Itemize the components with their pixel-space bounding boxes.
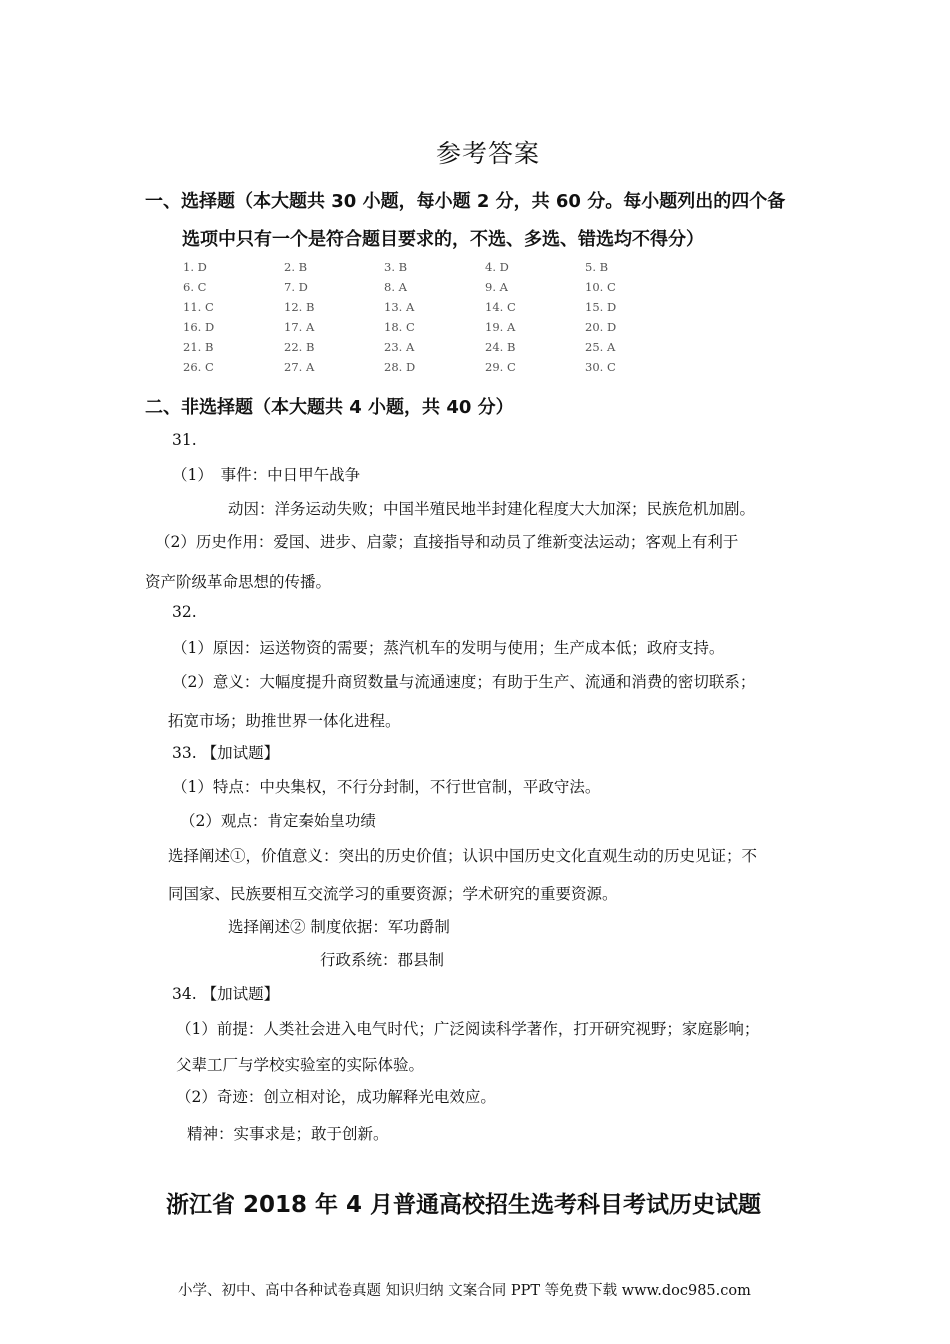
- q32-line: （1）原因：运送物资的需要；蒸汽机车的发明与使用；生产成本低；政府支持。: [172, 639, 725, 657]
- page-title: 参考答案: [436, 139, 541, 168]
- answer-item: 23. A: [384, 340, 415, 354]
- answer-item: 29. C: [485, 360, 516, 374]
- section1-heading-line2: 选项中只有一个是符合题目要求的，不选、多选、错选均不得分）: [182, 229, 704, 250]
- q33-line: 行政系统：郡县制: [320, 951, 445, 969]
- answer-item: 2. B: [284, 260, 308, 274]
- answer-item: 22. B: [284, 340, 315, 354]
- q33-line: 选择阐述② 制度依据：军功爵制: [228, 918, 450, 936]
- answer-item: 20. D: [585, 320, 617, 334]
- answer-item: 3. B: [384, 260, 408, 274]
- answer-item: 18. C: [384, 320, 415, 334]
- q34-line: 父辈工厂与学校实验室的实际体验。: [176, 1056, 425, 1074]
- answer-item: 14. C: [485, 300, 516, 314]
- answer-item: 21. B: [183, 340, 214, 354]
- answer-item: 26. C: [183, 360, 214, 374]
- q33-line: （1）特点：中央集权，不行分封制，不行世官制，平政守法。: [172, 778, 601, 796]
- q31-line: （1） 事件：中日甲午战争: [172, 466, 361, 484]
- answer-item: 24. B: [485, 340, 516, 354]
- answer-item: 13. A: [384, 300, 415, 314]
- q34-line: （2）奇迹：创立相对论，成功解释光电效应。: [176, 1088, 496, 1106]
- footer-text: 小学、初中、高中各种试卷真题 知识归纳 文案合同 PPT 等免费下载 www.doc985.com: [178, 1283, 751, 1299]
- answer-item: 11. C: [183, 300, 214, 314]
- question-34-number: 34. 【加试题】: [172, 985, 280, 1003]
- answer-item: 4. D: [485, 260, 509, 274]
- answer-item: 7. D: [284, 280, 308, 294]
- q31-line: 动因：洋务运动失败；中国半殖民地半封建化程度大大加深；民族危机加剧。: [228, 500, 756, 518]
- question-31-number: 31.: [172, 431, 197, 449]
- section2-heading: 二、非选择题（本大题共 4 小题，共 40 分）: [145, 397, 514, 418]
- next-exam-title: 浙江省 2018 年 4 月普通高校招生选考科目考试历史试题: [166, 1192, 762, 1218]
- q34-line: 精神：实事求是；敢于创新。: [187, 1125, 389, 1143]
- answer-item: 17. A: [284, 320, 315, 334]
- q31-line: （2）历史作用：爱国、进步、启蒙；直接指导和动员了维新变法运动；客观上有利于: [155, 533, 739, 551]
- section1-heading-line1: 一、选择题（本大题共 30 小题，每小题 2 分，共 60 分。每小题列出的四个备: [145, 191, 786, 212]
- q32-line: （2）意义：大幅度提升商贸数量与流通速度；有助于生产、流通和消费的密切联系；: [172, 673, 756, 691]
- q31-line: 资产阶级革命思想的传播。: [145, 573, 332, 591]
- q33-line: （2）观点：肯定秦始皇功绩: [180, 812, 376, 830]
- answer-item: 12. B: [284, 300, 315, 314]
- answer-item: 9. A: [485, 280, 508, 294]
- q32-line: 拓宽市场；助推世界一体化进程。: [168, 712, 401, 730]
- question-33-number: 33. 【加试题】: [172, 744, 280, 762]
- answer-item: 25. A: [585, 340, 616, 354]
- answer-item: 1. D: [183, 260, 207, 274]
- answer-item: 5. B: [585, 260, 609, 274]
- answer-item: 30. C: [585, 360, 616, 374]
- q34-line: （1）前提：人类社会进入电气时代；广泛阅读科学著作，打开研究视野；家庭影响；: [176, 1020, 760, 1038]
- answer-item: 19. A: [485, 320, 516, 334]
- answer-item: 8. A: [384, 280, 407, 294]
- q33-line: 选择阐述①，价值意义：突出的历史价值；认识中国历史文化直观生动的历史见证；不: [168, 847, 758, 865]
- answer-item: 10. C: [585, 280, 616, 294]
- question-32-number: 32.: [172, 603, 197, 621]
- answer-item: 15. D: [585, 300, 617, 314]
- q33-line: 同国家、民族要相互交流学习的重要资源；学术研究的重要资源。: [168, 885, 618, 903]
- answer-item: 27. A: [284, 360, 315, 374]
- answer-item: 6. C: [183, 280, 207, 294]
- answer-item: 16. D: [183, 320, 215, 334]
- answer-item: 28. D: [384, 360, 416, 374]
